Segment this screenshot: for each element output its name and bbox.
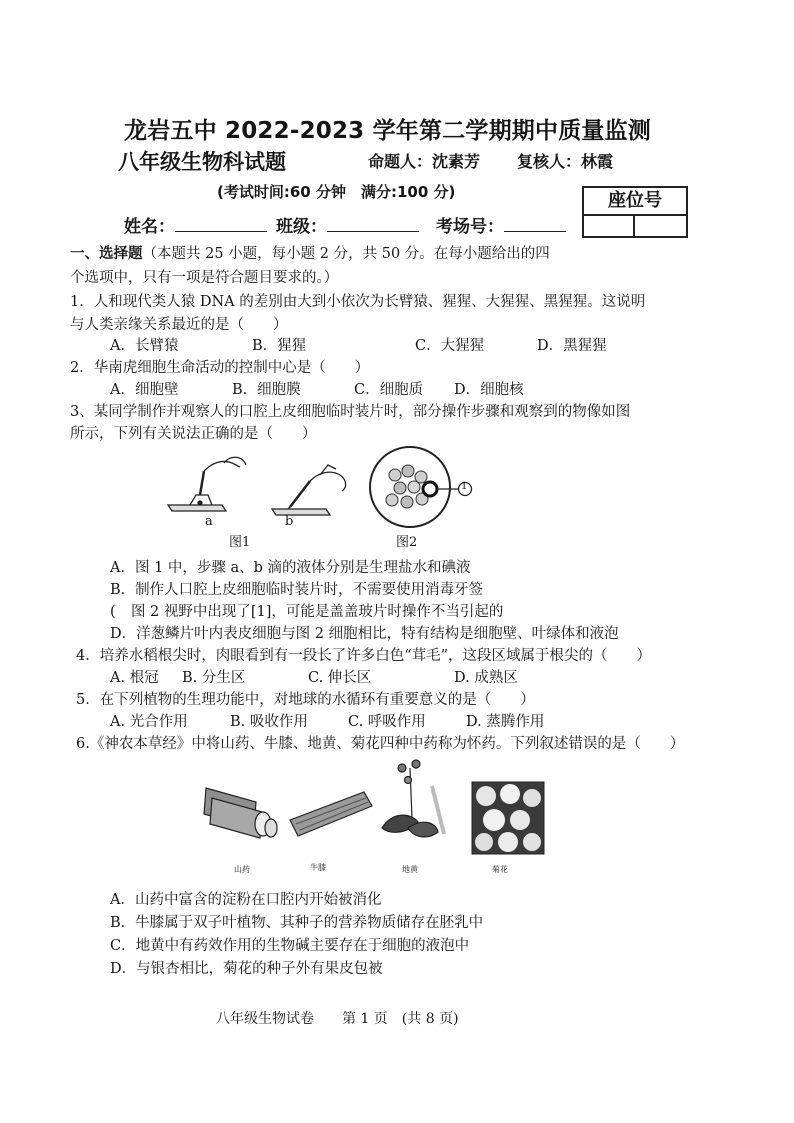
q1-option-d[interactable]: D．黑猩猩 bbox=[537, 338, 607, 354]
section-instruction-1: （本题共 25 小题，每小题 2 分，共 50 分。在每小题给出的四 bbox=[142, 246, 550, 262]
dropper-step-b-illustration bbox=[272, 465, 346, 515]
q4-option-b[interactable]: B. 分生区 bbox=[182, 670, 246, 686]
q5-option-d[interactable]: D. 蒸腾作用 bbox=[466, 714, 545, 730]
setter-label: 命题人：沈素芳 bbox=[368, 152, 481, 171]
class-label: 班级： bbox=[276, 217, 327, 237]
class-field bbox=[276, 212, 419, 237]
q3-option-a[interactable]: A．图 1 中，步骤 a、b 滴的液体分别是生理盐水和碘液 bbox=[110, 560, 471, 576]
rehmannia-plant-illustration bbox=[382, 760, 444, 837]
microscope-view-illustration bbox=[370, 447, 472, 527]
q5-option-b[interactable]: B. 吸收作用 bbox=[230, 714, 308, 730]
q3-label-a: a bbox=[205, 514, 213, 529]
chrysanthemum-illustration bbox=[472, 782, 544, 854]
section-heading: 一、选择题 bbox=[70, 245, 143, 262]
q6-caption-rehmannia: 地黄 bbox=[402, 865, 418, 874]
q5-option-a[interactable]: A. 光合作用 bbox=[110, 714, 188, 730]
q6-caption-yam: 山药 bbox=[234, 865, 250, 874]
reviewer-label: 复核人：林霞 bbox=[517, 152, 614, 171]
q2-stem: 2．华南虎细胞生命活动的控制中心是（ ） bbox=[70, 360, 370, 376]
room-field bbox=[436, 212, 566, 237]
q3-fig1-caption: 图1 bbox=[229, 535, 251, 550]
q4-stem: 4．培养水稻根尖时，肉眼看到有一段长了许多白色“茸毛”，这段区域属于根尖的（ ） bbox=[76, 648, 652, 664]
q3-figure bbox=[160, 445, 500, 550]
name-field bbox=[124, 212, 267, 237]
q6-option-d[interactable]: D．与银杏相比，菊花的种子外有果皮包被 bbox=[110, 961, 383, 977]
q1-stem-line2: 与人类亲缘关系最近的是（ ） bbox=[70, 317, 288, 333]
q3-marker-label: 1 bbox=[461, 481, 468, 492]
exam-title: 龙岩五中 2022-2023 学年第二学期期中质量监测 bbox=[124, 118, 651, 144]
section-instruction-2: 个选项中，只有一项是符合题目要求的。） bbox=[70, 270, 339, 286]
room-label: 考场号： bbox=[436, 217, 504, 237]
seat-number-label: 座位号 bbox=[584, 188, 686, 216]
q1-option-a[interactable]: A．长臂猿 bbox=[110, 338, 179, 354]
q6-option-b[interactable]: B．牛膝属于双子叶植物、其种子的营养物质储存在胚乳中 bbox=[110, 915, 484, 931]
q1-option-c[interactable]: C．大猩猩 bbox=[415, 338, 485, 354]
q6-figure bbox=[196, 758, 548, 858]
q6-caption-achyranthes: 牛膝 bbox=[310, 863, 326, 872]
q1-stem-line1: 1．人和现代类人猿 DNA 的差别由大到小依次为长臂猿、猩猩、大猩猩、黑猩猩。这说明 bbox=[70, 294, 646, 310]
q2-option-d[interactable]: D．细胞核 bbox=[454, 382, 524, 398]
seat-box-divider bbox=[633, 214, 635, 236]
q2-option-b[interactable]: B．细胞膜 bbox=[232, 382, 301, 398]
q3-label-b: b bbox=[285, 514, 294, 529]
q4-option-c[interactable]: C. 伸长区 bbox=[308, 670, 372, 686]
q3-option-c-text: 图 2 视野中出现了[1]，可能是盖盖玻片时操作不当引起的 bbox=[130, 604, 504, 620]
q2-option-a[interactable]: A．细胞壁 bbox=[110, 382, 179, 398]
q4-option-d[interactable]: D. 成熟区 bbox=[454, 670, 518, 686]
q3-option-d[interactable]: D．洋葱鳞片叶内表皮细胞与图 2 细胞相比，特有结构是细胞壁、叶绿体和液泡 bbox=[110, 626, 619, 642]
dropper-step-a-illustration bbox=[168, 457, 246, 511]
q5-option-c[interactable]: C. 呼吸作用 bbox=[348, 714, 426, 730]
exam-info: (考试时间:60 分钟 满分:100 分) bbox=[217, 183, 456, 201]
q1-option-b[interactable]: B．猩猩 bbox=[252, 338, 307, 354]
q6-stem: 6.《神农本草经》中将山药、牛膝、地黄、菊花四种中药称为怀药。下列叙述错误的是（ ） bbox=[76, 736, 685, 752]
q6-option-c[interactable]: C．地黄中有药效作用的生物碱主要存在于细胞的液泡中 bbox=[110, 938, 470, 954]
q2-option-c[interactable]: C．细胞质 bbox=[354, 382, 424, 398]
q6-caption-chrysanthemum: 菊花 bbox=[492, 865, 508, 874]
room-blank[interactable] bbox=[504, 215, 566, 232]
q4-option-a[interactable]: A. 根冠 bbox=[110, 670, 159, 686]
q5-stem: 5．在下列植物的生理功能中，对地球的水循环有重要意义的是（ ） bbox=[76, 692, 535, 708]
name-label: 姓名： bbox=[124, 217, 175, 237]
yam-illustration bbox=[204, 788, 277, 838]
q3-option-c[interactable] bbox=[110, 600, 503, 621]
q3-option-c-prefix: ( bbox=[110, 604, 118, 620]
q3-option-b[interactable]: B．制作人口腔上皮细胞临时装片时，不需要使用消毒牙签 bbox=[110, 582, 484, 598]
section-heading-line bbox=[70, 242, 550, 263]
page-footer: 八年级生物试卷 第 1 页 (共 8 页) bbox=[216, 1011, 459, 1027]
exam-subject: 八年级生物科试题 bbox=[118, 150, 286, 174]
q6-option-a[interactable]: A．山药中富含的淀粉在口腔内开始被消化 bbox=[110, 892, 382, 908]
q3-stem-line1: 3、某同学制作并观察人的口腔上皮细胞临时装片时，部分操作步骤和观察到的物像如图 bbox=[70, 404, 631, 420]
q3-fig2-caption: 图2 bbox=[396, 535, 418, 550]
q3-stem-line2: 所示，下列有关说法正确的是（ ） bbox=[70, 426, 317, 442]
seat-number-box bbox=[582, 186, 688, 238]
name-blank[interactable] bbox=[175, 215, 267, 232]
achyranthes-root-illustration bbox=[290, 792, 372, 836]
class-blank[interactable] bbox=[327, 215, 419, 232]
